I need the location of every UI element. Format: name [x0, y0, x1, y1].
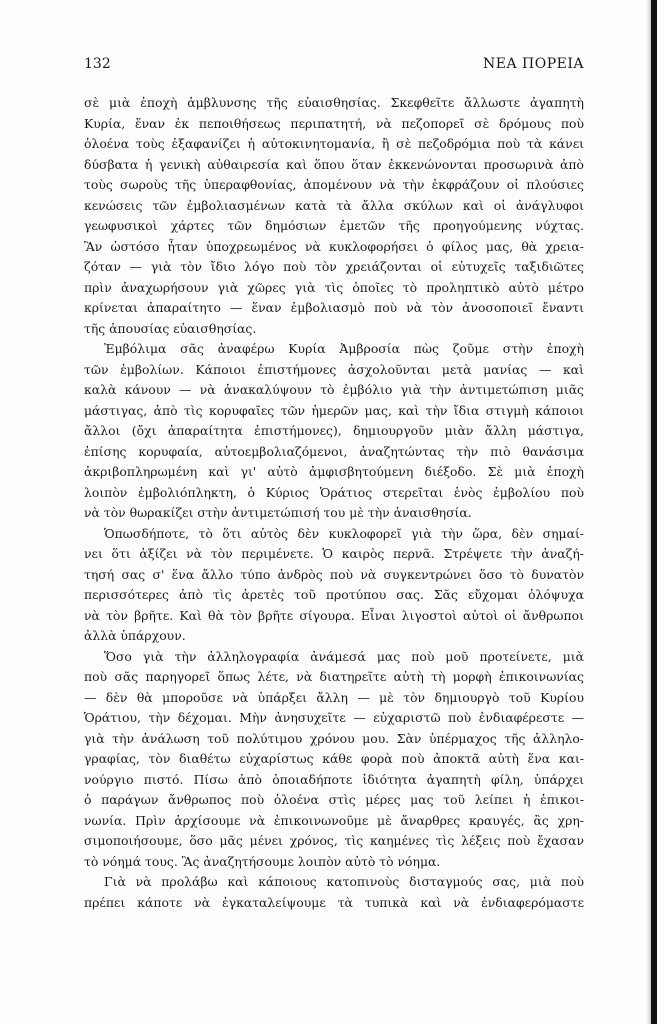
text-line: νούργιο πιστό. Πίσω ἀπὸ ὁποιαδήποτε ἰδιότητα ἀγαπητὴ φίλη, ὑπάρχει: [84, 771, 584, 787]
body-text: [84, 93, 584, 913]
text-line: ἐπίσης κορυφαία, αὐτοεμβολιαζόμενοι, ἀναζητώντας τὴν πιὸ θανάσιμα: [84, 443, 584, 459]
text-line: γεωφυσικοὶ χάρτες τῶν δημόσιων ἐμετῶν τῆς προηγούμενης νύχτας.: [84, 218, 584, 233]
text-line: νὰ τὸν βρῆτε. Καὶ θὰ τὸν βρῆτε σίγουρα. Εἶναι λιγοστοὶ αὐτοὶ οἱ ἄνθρωποι: [84, 607, 584, 623]
text-line: Ἐμβόλιμα σᾶς ἀναφέρω Κυρία Ἀμβροσία πὼς ζοῦμε στὴν ἐποχὴ: [104, 341, 584, 356]
text-line: ὁλοένα τοὺς ἐξαφανίζει ἡ αὐτοκινητομανία, ἢ σὲ πεζοδρόμια ποὺ τὰ κάνει: [84, 136, 584, 151]
text-line: Κυρία, ἕναν ἐκ πεποιθήσεως περιπατητή, νὰ πεζοπορεῖ σὲ δρόμους ποὺ: [84, 115, 584, 131]
text-line: νει ὅτι ἀξίζει νὰ τὸν περιμένετε. Ὁ καιρὸς περνᾶ. Στρέψετε τὴν ἀναζή-: [84, 546, 584, 561]
text-line: καλὰ κάνουν — νὰ ἀνακαλύψουν τὸ ἐμβόλιο γιὰ τὴν ἀντιμετώπιση μιᾶς: [84, 382, 584, 397]
running-title: ΝΕΑ ΠΟΡΕΙΑ: [483, 56, 584, 72]
text-line: λοιπὸν ἐμβολιόπληκτη, ὁ Κύριος Ὁράτιος στερεῖται ἑνὸς ἐμβολίου ποὺ: [84, 484, 584, 500]
text-line: γιὰ τὴν ἀνάλωση τοῦ πολύτιμου χρόνου μου. Σὰν ὑπέρμαχος τῆς ἀλληλο-: [84, 730, 584, 746]
text-line: Ὁπωσδήποτε, τὸ ὅτι αὐτὸς δὲν κυκλοφορεῖ γιὰ τὴν ὥρα, δὲν σημαί-: [104, 525, 584, 541]
text-line: — δὲν θὰ μποροῦσε νὰ ὑπάρξει ἄλλη — μὲ τὸν δημιουργὸ τοῦ Κυρίου: [84, 689, 584, 705]
text-line: τῆς ἀπουσίας εὐαισθησίας.: [84, 320, 257, 336]
text-line: πρὶν ἀναχωρήσουν γιὰ χῶρες γιὰ τὶς ὁποῖες τὸ προληπτικὸ αὐτὸ μέτρο: [84, 279, 584, 295]
text-line: τῶν ἐμβολίων. Κάποιοι ἐπιστήμονες ἀσχολοῦνται μετὰ μανίας — καὶ: [84, 361, 584, 377]
text-line: τοὺς σωροὺς τῆς ὑπεραφθονίας, ἀπομένουν νὰ τὴν ἐκφράζουν οἱ πλούσιες: [84, 177, 584, 192]
text-line: μάστιγας, ἀπὸ τὶς κορυφαῖες τῶν ἡμερῶν μας, καὶ τὴν ἴδια στιγμὴ κάποιοι: [84, 402, 584, 418]
text-line: τησή σας σ' ἕνα ἄλλο τύπο ἀνδρὸς ποὺ νὰ συγκεντρώνει ὅσο τὸ δυνατὸν: [84, 566, 584, 582]
text-line: ποὺ σᾶς παρηγορεῖ ὅπως λέτε, νὰ διατηρεῖτε αὐτὴ τὴ μορφὴ ἐπικοινωνίας: [84, 669, 584, 684]
text-line: κρίνεται ἀπαραίτητο — ἕναν ἐμβολιασμὸ ποὺ νὰ τὸν ἀνοσοποιεῖ ἔναντι: [84, 300, 584, 315]
text-line: Ἂν ὡστόσο ἦταν ὑποχρεωμένος νὰ κυκλοφορήσει ὁ φίλος μας, θὰ χρεια-: [84, 238, 584, 254]
text-line: Ὁράτιου, τὴν δέχομαι. Μὴν ἀνησυχεῖτε — εὐχαριστῶ ποὺ ἐνδιαφέρεστε —: [84, 710, 584, 725]
text-line: ἀκριβοπληρωμένη καὶ γι' αὐτὸ ἀμφισβητούμενη διέξοδο. Σὲ μιὰ ἐποχὴ: [84, 464, 584, 479]
text-line: τὸ νόημά τους. Ἂς ἀναζητήσουμε λοιπὸν αὐτὸ τὸ νόημα.: [84, 853, 441, 869]
text-line: κενώσεις τῶν ἐμβολιασμένων κατὰ τὰ ἄλλα σκύλων καὶ οἱ ἀνάγλυφοι: [84, 197, 584, 213]
text-line: γραφίας, τὸν διαθέτω εὐχαρίστως κάθε φορὰ ποὺ ἀποκτᾶ αὐτὴ ἕνα και-: [84, 751, 584, 766]
text-line: νωνία. Πρὶν ἀρχίσουμε νὰ ἐπικοινωνοῦμε μὲ ἄναρθρες κραυγές, ἂς χρη-: [84, 812, 584, 828]
text-line: περισσότερες ἀπὸ τὶς ἀρετὲς τοῦ προτύπου σας. Σᾶς εὔχομαι ὁλόψυχα: [84, 587, 584, 602]
text-line: σὲ μιὰ ἐποχὴ ἀμβλυνσης τῆς εὐαισθησίας. Σκεφθεῖτε ἄλλωστε ἀγαπητὴ: [84, 95, 584, 110]
text-line: ζόταν — γιὰ τὸν ἴδιο λόγο ποὺ τὸν χρειάζονται οἱ εὐτυχεῖς ταξιδιῶτες: [84, 259, 584, 274]
text-line: Γιὰ νὰ προλάβω καὶ κάποιους κατοπινοὺς δισταγμούς σας, μιὰ ποὺ: [104, 874, 584, 889]
page-edge-bar: [651, 0, 657, 1024]
text-line: νὰ τὸν θωρακίζει στὴν ἀντιμετώπισή του μὲ τὴν ἀναισθησία.: [84, 505, 472, 520]
text-line: ὁ παράγων ἄνθρωπος ποὺ ὁλοένα στὶς μέρες μας τοῦ λείπει ἡ ἐπικοι-: [84, 792, 584, 807]
text-line: ἀλλὰ ὑπάρχουν.: [84, 628, 186, 643]
text-line: δύσβατα ἡ γενικὴ αὐθαιρεσία καὶ ὅπου ὅταν ἐκκενώνονται προσωρινὰ ἀπὸ: [84, 156, 584, 172]
text-line: πρέπει κάποτε νὰ ἐγκαταλείψουμε τὰ τυπικὰ καὶ νὰ ἐνδιαφερόμαστε: [84, 894, 584, 910]
text-line: σιμοποιήσουμε, ὅσο μᾶς μένει χρόνος, τὶς καημένες τὶς λέξεις ποὺ ἔχασαν: [84, 833, 584, 848]
page-number: 132: [84, 56, 111, 72]
text-line: Ὅσο γιὰ τὴν ἀλληλογραφία ἀνάμεσά μας ποὺ μοῦ προτείνετε, μιὰ: [104, 648, 584, 664]
page-header: [84, 56, 584, 76]
text-line: ἄλλοι (ὄχι ἀπαραίτητα ἐπιστήμονες), δημιουργοῦν μιὰν ἄλλη μάστιγα,: [84, 423, 584, 438]
